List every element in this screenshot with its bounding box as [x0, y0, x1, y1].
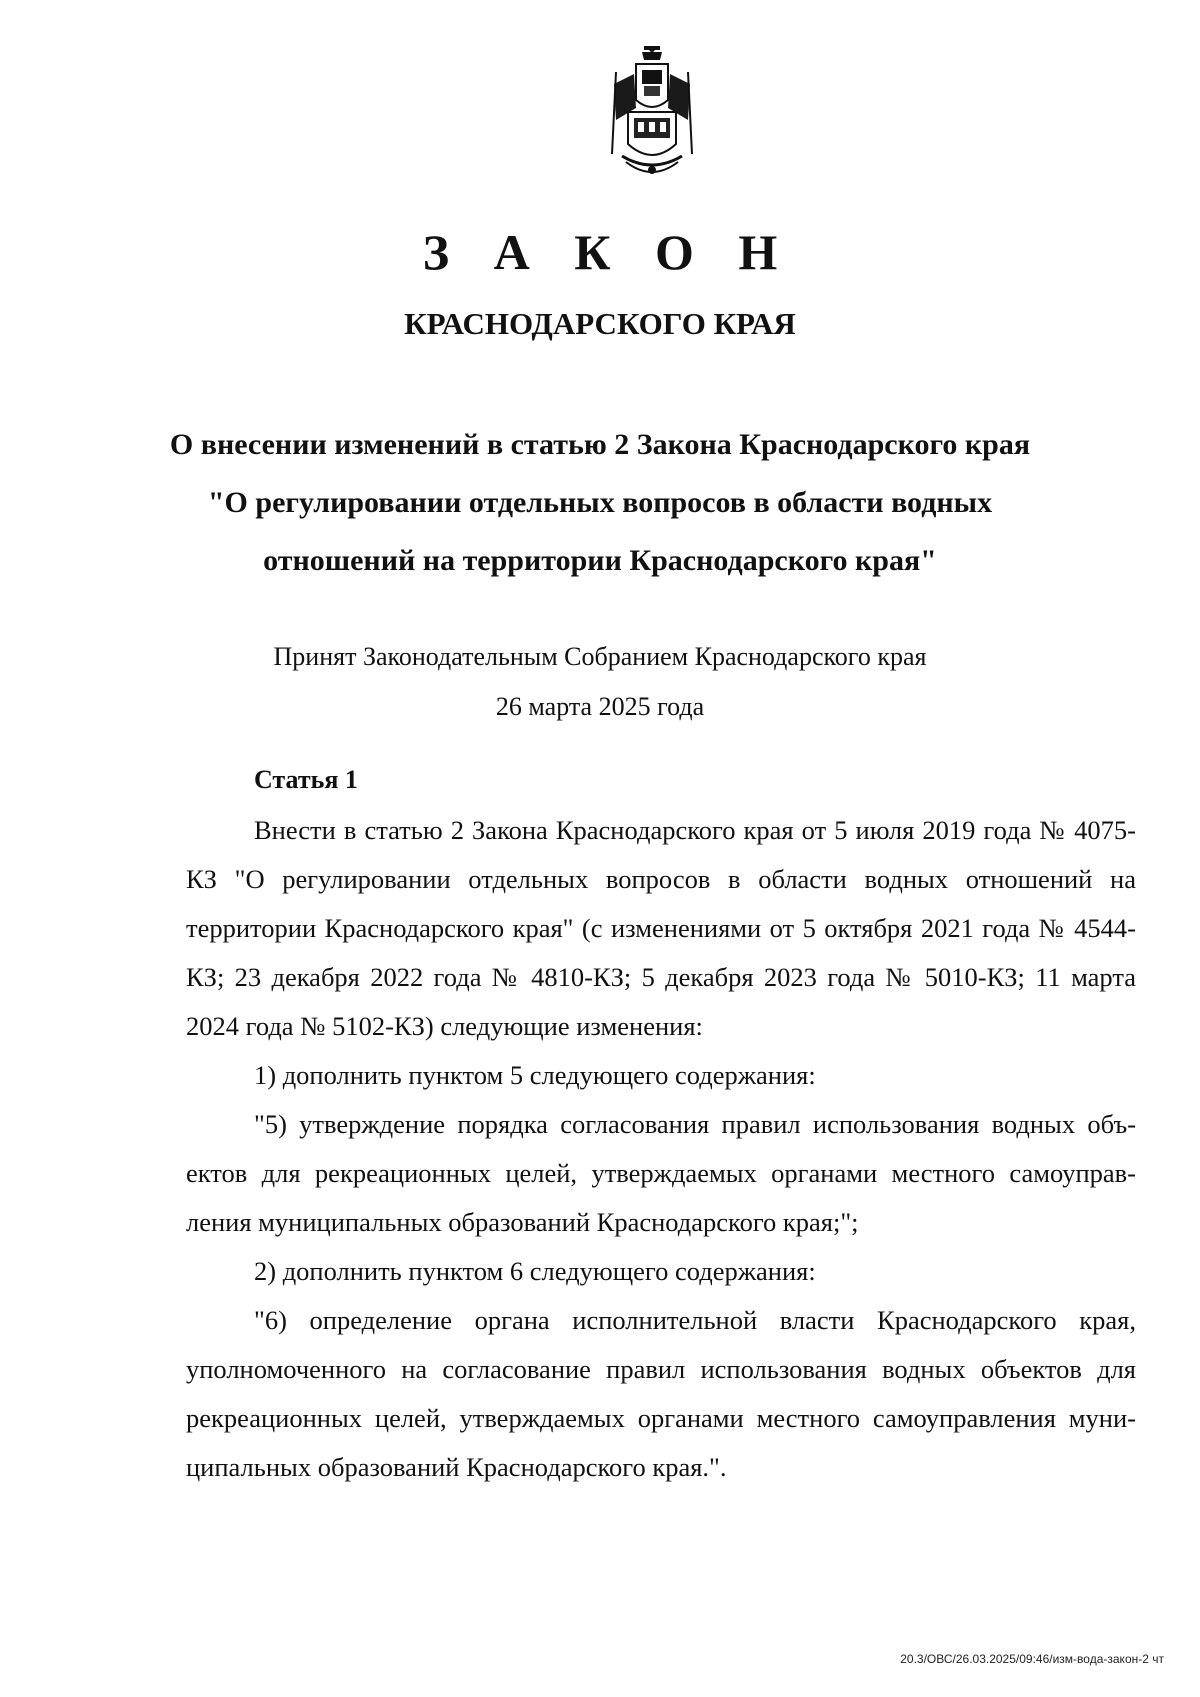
article-heading: Статья 1: [254, 765, 358, 794]
law-title: О внесении изменений в статью 2 Закона Краснодарского края "О регулировании отдельных вопросов в области водных отношений на территории Краснодарского края": [169, 428, 1031, 577]
coat-of-arms-emblem: [604, 44, 700, 182]
article-paragraph: 1) дополнить пунктом 5 следующего содержания:: [254, 1060, 816, 1090]
article-body: [186, 806, 1136, 1492]
document-footer-code: 20.3/ОВС/26.03.2025/09:46/изм-вода-закон-2 чт: [900, 1652, 1164, 1666]
adoption-date: 26 марта 2025 года: [495, 692, 705, 721]
document-type-title: З А К О Н: [422, 224, 794, 280]
crown-icon: [642, 46, 662, 60]
region-subtitle: КРАСНОДАРСКОГО КРАЯ: [404, 306, 796, 341]
adoption-info: [0, 632, 1200, 732]
article-paragraph: 2) дополнить пунктом 6 следующего содержания:: [254, 1256, 816, 1286]
adoption-line: Принят Законодательным Собранием Краснодарского края: [273, 642, 927, 671]
article-paragraph: "5) утверждение порядка согласования правил использования водных объ-ектов для рекреационных целей, утверждаемых органами местного самоуправ-ления муниципальных образований Краснодарского края;";: [186, 1109, 1136, 1237]
article-paragraph: Внести в статью 2 Закона Краснодарского края от 5 июля 2019 года № 4075-КЗ "О регулировании отдельных вопросов в области водных отношений на территории Краснодарского края" (с изменениями от 5 октября 2021 года № 4544-КЗ; 23 декабря 2022 года № 4810-КЗ; 5 декабря 2023 года № 5010-КЗ; 11 марта 2024 года № 5102-КЗ) следующие изменения:: [186, 815, 1136, 1041]
article-paragraph: "6) определение органа исполнительной власти Краснодарского края, уполномоченного на согласование правил использования водных объектов для рекреационных целей, утверждаемых органами местного самоуправления муни-ципальных образований Краснодарского края.".: [186, 1305, 1136, 1482]
